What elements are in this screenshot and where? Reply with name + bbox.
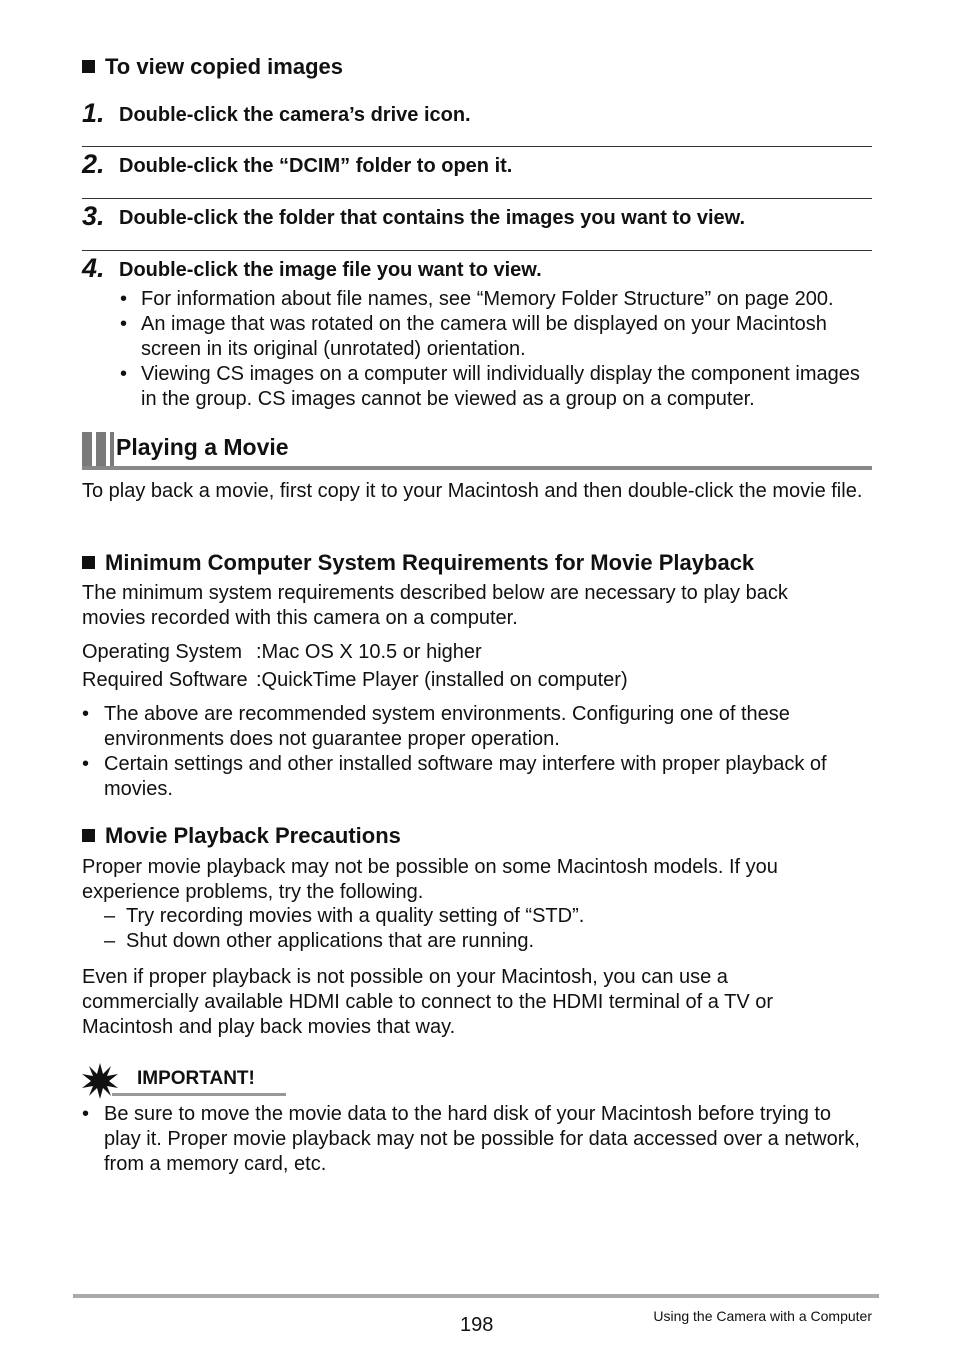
- step-1-text: Double-click the camera’s drive icon.: [119, 104, 471, 126]
- requirements-intro: The minimum system requirements described below are necessary to play back movies recorded with this camera on a computer.: [82, 582, 788, 629]
- step-2-number: 2.: [82, 149, 105, 179]
- requirements-heading: Minimum Computer System Requirements for Movie Playback: [82, 550, 754, 576]
- bullet-dot: •: [82, 1103, 90, 1125]
- square-bullet-icon: [82, 60, 95, 73]
- step-divider: [82, 146, 872, 147]
- precautions-paragraph: Even if proper playback is not possible on your Macintosh, you can use a commercially available HDMI cable to connect to the HDMI terminal of a TV or Macintosh and play back movies that way.: [82, 966, 774, 1038]
- software-value: :QuickTime Player (installed on computer): [256, 669, 628, 691]
- step-4-bullets: [120, 287, 880, 412]
- footer-section-title: Using the Camera with a Computer: [653, 1308, 872, 1324]
- square-bullet-icon: [82, 829, 95, 842]
- os-label: Operating System: [82, 641, 243, 663]
- important-callout-header: [82, 1063, 286, 1097]
- list-item: – Shut down other applications that are running.: [104, 930, 535, 952]
- list-item: • The above are recommended system environments. Configuring one of these environments does not guarantee proper operation.: [82, 703, 790, 750]
- step-3-number: 3.: [82, 201, 105, 231]
- dash-marker: –: [104, 905, 116, 927]
- os-value: :Mac OS X 10.5 or higher: [256, 641, 482, 663]
- list-item: • An image that was rotated on the camera will be displayed on your Macintosh screen in its original (unrotated) orientation.: [120, 313, 827, 360]
- step-1-number: 1.: [82, 98, 105, 128]
- step-4-text: Double-click the image file you want to view.: [119, 259, 542, 281]
- list-item: • For information about file names, see “Memory Folder Structure” on page 200.: [120, 288, 834, 310]
- bullet-dot: •: [120, 363, 128, 385]
- step-2-text: Double-click the “DCIM” folder to open it.: [119, 155, 513, 177]
- important-underline: [112, 1093, 286, 1096]
- footer-rule: [73, 1294, 879, 1298]
- software-label: Required Software: [82, 669, 248, 691]
- bullet-dot: •: [82, 753, 90, 775]
- requirements-bullets: [82, 702, 872, 802]
- section-bar-stripe: [110, 432, 114, 468]
- section-underline: [82, 466, 872, 470]
- section-header-playing-movie: [82, 432, 872, 470]
- important-bullet: • Be sure to move the movie data to the hard disk of your Macintosh before trying to play it. Proper movie playback may not be possible for data accessed over a network, from a memory card, etc.: [82, 1103, 860, 1175]
- precautions-heading: Movie Playback Precautions: [82, 823, 401, 849]
- list-item: • Viewing CS images on a computer will individually display the component images in the group. CS images cannot be viewed as a group on a computer.: [120, 363, 860, 410]
- bullet-dot: •: [120, 288, 128, 310]
- copied-images-heading: To view copied images: [82, 54, 343, 80]
- precautions-dash-list: [104, 904, 864, 954]
- section-bar-stripe: [96, 432, 106, 468]
- bullet-dot: •: [120, 313, 128, 335]
- movie-intro: To play back a movie, first copy it to your Macintosh and then double-click the movie file.: [82, 480, 863, 502]
- bullet-dot: •: [82, 703, 90, 725]
- list-item: • Certain settings and other installed software may interfere with proper playback of movies.: [82, 753, 827, 800]
- section-bar-stripe: [82, 432, 92, 468]
- dash-marker: –: [104, 930, 116, 952]
- list-item: – Try recording movies with a quality setting of “STD”.: [104, 905, 585, 927]
- step-divider: [82, 250, 872, 251]
- step-3-text: Double-click the folder that contains the images you want to view.: [119, 207, 746, 229]
- page-number: 198: [460, 1314, 494, 1336]
- precautions-intro: Proper movie playback may not be possible on some Macintosh models. If you experience problems, try the following.: [82, 856, 778, 903]
- step-divider: [82, 198, 872, 199]
- square-bullet-icon: [82, 556, 95, 569]
- step-4-number: 4.: [82, 253, 105, 283]
- section-title: Playing a Movie: [116, 434, 289, 460]
- important-label: IMPORTANT!: [137, 1068, 255, 1089]
